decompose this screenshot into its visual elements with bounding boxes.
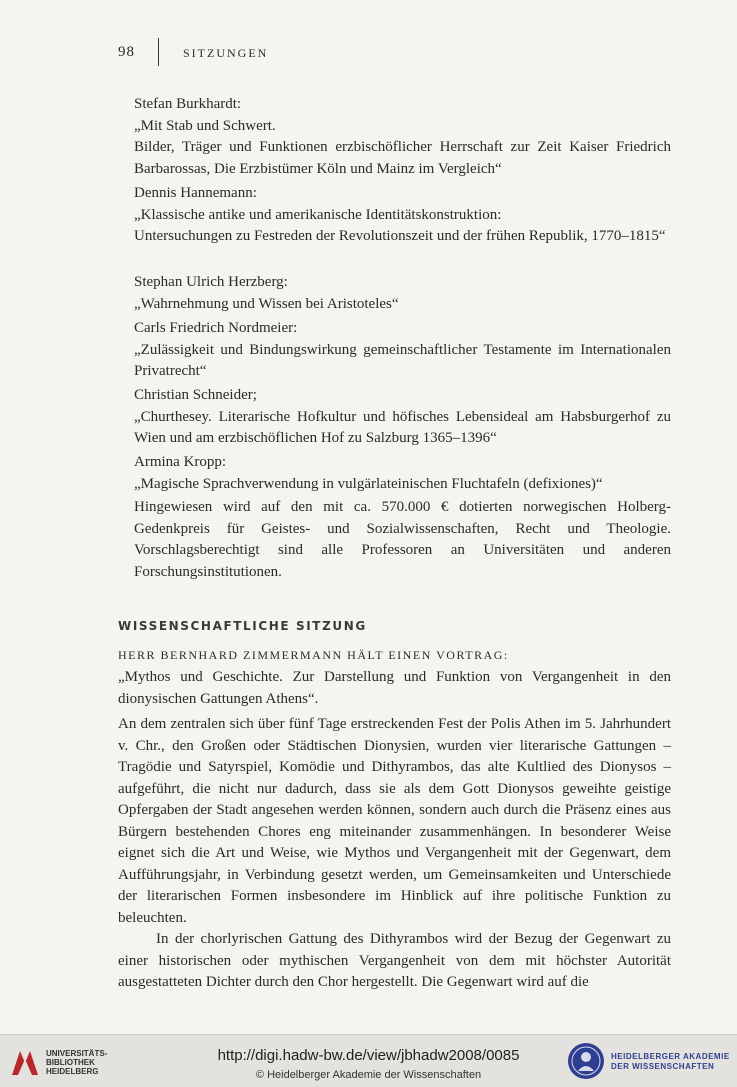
paragraph-2: In der chorlyrischen Gattung des Dithyrambos wird der Bezug der Gegenwart zu einer historischen oder mythischen Vergangenheit von dem mit höchster Autorität ausgestatteten Dichter durch den Chor hergestellt. Die Gegenwart wird auf die — [118, 931, 671, 990]
academy-seal-icon — [567, 1042, 605, 1080]
entry-title: „Magische Sprachverwendung in vulgärlateinischen Fluchtafeln (defixiones)“ — [134, 475, 603, 492]
entry-name: Dennis Hannemann: — [134, 185, 257, 201]
document-url[interactable]: http://digi.hadw-bw.de/view/jbhadw2008/0085 — [217, 1047, 520, 1064]
entry-burkhardt — [134, 94, 671, 180]
section-heading-text: WISSENSCHAFTLICHE SITZUNG — [118, 619, 367, 633]
entry-name: Stefan Burkhardt: — [134, 96, 242, 112]
lecture-intro-text: HERR BERNHARD ZIMMERMANN HÄLT EINEN VORTRAG: — [118, 648, 509, 662]
entry-hannemann — [134, 183, 671, 248]
prize-note-text: Hingewiesen wird auf den mit ca. 570.000 € dotierten norwegischen Holberg-Gedenkpreis für Geistes- und Sozialwissenschaften, Recht und Theologie. Vorschlagsberechtigt sind alle Professoren an Universitäten und anderen Forschungsinstitutionen. — [134, 499, 671, 580]
entry-name: Christian Schneider; — [134, 387, 257, 403]
lecture-title — [118, 667, 671, 710]
paragraph-1: An dem zentralen sich über fünf Tage erstreckenden Fest der Polis Athen im 5. Jahrhundert v. Chr., den Großen oder Städtischen Dionysien, wurden vier literarische Gattungen – Tragödie und Satyrspiel, Komödie und Dithyrambos, das alte Kultlied des Dionysos – aufgeführt, die nicht nur dadurch, dass sie als dem Gott Dionysos geweihte geistige Opfergaben der Stadt angesehen werden können, sondern auch durch die Präsenz eines aus Bürgern bestehenden Chores eng miteinander zusammenhängen. In besonderer Weise eignet sich die Art und Weise, wie Mythos und Vergangenheit mit der Gegenwart, dem Aufführungsjahr, in Verbindung gesetzt werden, um Gemeinsamkeiten und Unterschiede der literarischen Formen insbesondere im Hinblick auf ihre politische Funktion zu beleuchten. — [118, 716, 671, 926]
body-text — [118, 714, 671, 994]
entry-schneider — [134, 385, 671, 450]
entry-name: Armina Kropp: — [134, 454, 227, 470]
running-head: SITZUNGEN — [183, 46, 269, 60]
lecture-intro — [118, 645, 671, 667]
academy-label: HEIDELBERGER AKADEMIE DER WISSENSCHAFTEN — [611, 1052, 730, 1071]
entry-title: „Mit Stab und Schwert. — [134, 117, 276, 134]
entry-herzberg — [134, 272, 671, 315]
copyright-notice: © Heidelberger Akademie der Wissenschaften — [255, 1069, 482, 1081]
section-heading — [118, 616, 671, 638]
prize-note — [134, 497, 671, 583]
lecture-title-text: „Mythos und Geschichte. Zur Darstellung und Funktion von Vergangenheit in den dionysischen Gattungen Athens“. — [118, 669, 671, 707]
viewer-footer — [0, 1034, 737, 1087]
university-library-label: UNIVERSITÄTS- BIBLIOTHEK HEIDELBERG — [46, 1049, 108, 1076]
page-number: 98 — [118, 44, 135, 60]
entry-name: Stephan Ulrich Herzberg: — [134, 274, 288, 290]
entry-kropp — [134, 452, 671, 495]
entry-description: Untersuchungen zu Festreden der Revolutionszeit und der frühen Republik, 1770–1815“ — [134, 228, 666, 244]
entry-title: „Wahrnehmung und Wissen bei Aristoteles“ — [134, 295, 399, 312]
header-divider — [158, 38, 159, 66]
entry-name: Carls Friedrich Nordmeier: — [134, 320, 298, 336]
entry-title: „Churthesey. Literarische Hofkultur und höfisches Lebensideal am Habsburgerhof zu Wien und am erzbischöflichen Hof zu Salzburg 1365–1396“ — [134, 408, 671, 446]
entry-title: „Klassische antike und amerikanische Identitätskonstruktion: — [134, 206, 502, 223]
entry-description: Bilder, Träger und Funktionen erzbischöflicher Herrschaft zur Zeit Kaiser Friedrich Barbarossas, Die Erzbistümer Köln und Mainz im Vergleich“ — [134, 139, 671, 177]
entry-title: „Zulässigkeit und Bindungswirkung gemeinschaftlicher Testamente im Internationalen Privatrecht“ — [134, 341, 671, 379]
entry-nordmeier — [134, 318, 671, 383]
